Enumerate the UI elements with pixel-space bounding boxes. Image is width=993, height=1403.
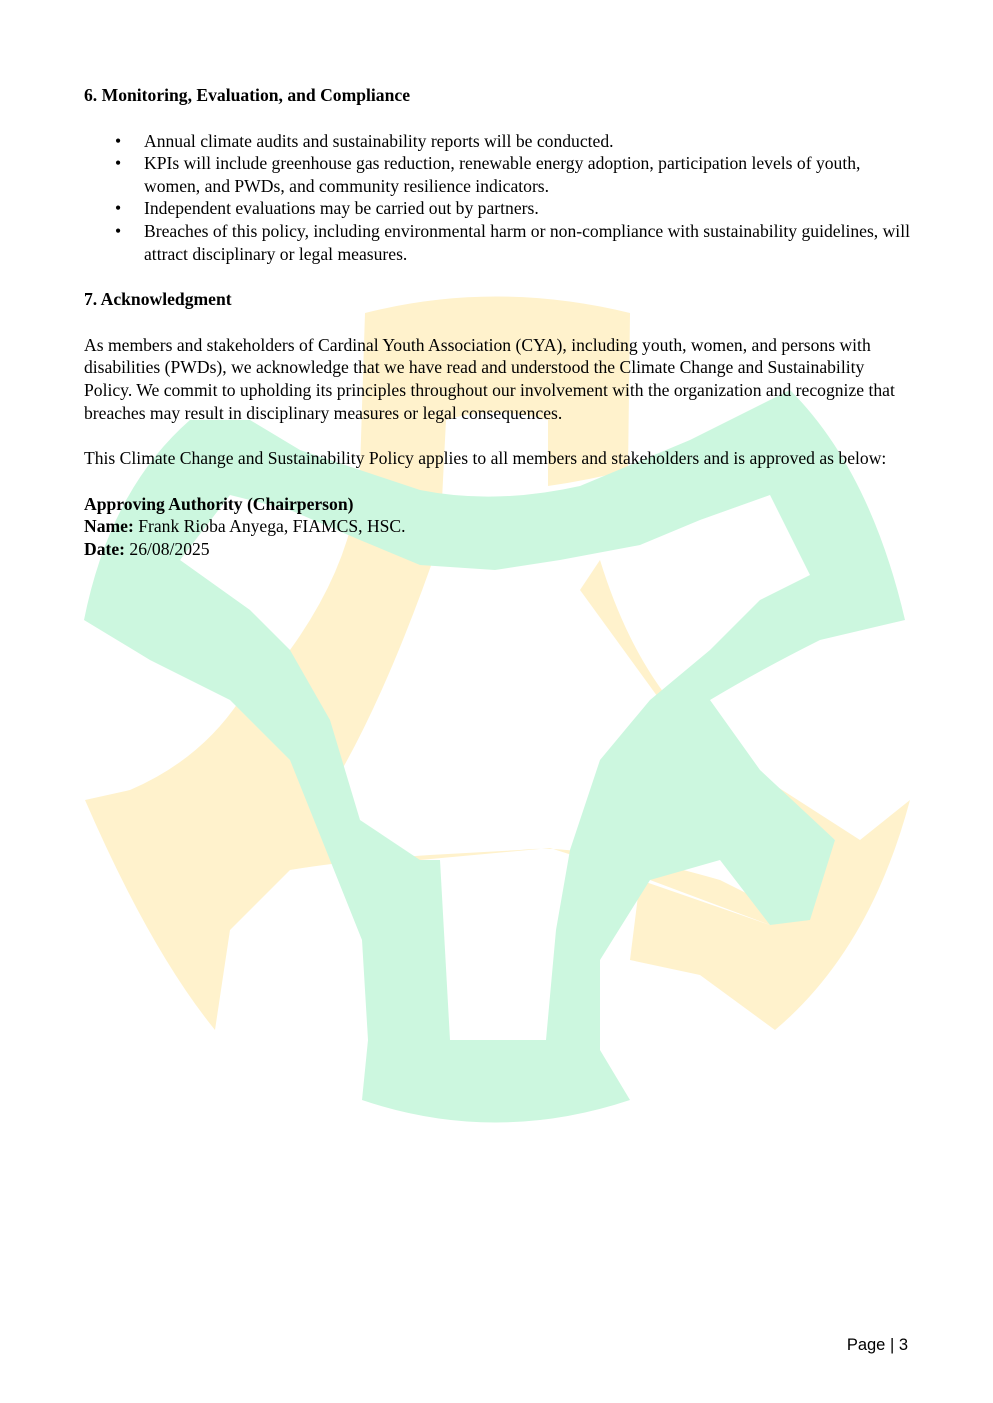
- name-value: Frank Rioba Anyega, FIAMCS, HSC.: [133, 516, 406, 537]
- name-label: Name:: [84, 516, 134, 537]
- list-item: • Breaches of this policy, including environmental harm or non-compliance with sustainability guidelines, will attract disciplinary or legal measures.: [144, 220, 910, 265]
- page-content: [84, 84, 910, 561]
- section-heading-monitoring: 6. Monitoring, Evaluation, and Compliance: [84, 85, 411, 105]
- list-item: • KPIs will include greenhouse gas reduction, renewable energy adoption, participation levels of youth, women, and PWDs, and community resilience indicators.: [144, 152, 910, 197]
- approval-block: [84, 493, 910, 561]
- date-label: Date:: [84, 538, 126, 559]
- monitoring-bullet-list: [84, 130, 910, 266]
- approval-name-line: [84, 515, 910, 538]
- approval-title: Approving Authority (Chairperson): [84, 493, 354, 514]
- page-number: Page | 3: [846, 1336, 908, 1354]
- list-item: • Independent evaluations may be carried out by partners.: [144, 197, 910, 220]
- approval-date-line: [84, 538, 910, 561]
- list-item: • Annual climate audits and sustainability reports will be conducted.: [144, 130, 910, 153]
- date-value: 26/08/2025: [125, 538, 210, 559]
- approval-statement-paragraph: This Climate Change and Sustainability Policy applies to all members and stakeholders and is approved as below:: [84, 448, 887, 469]
- section-heading-acknowledgment: 7. Acknowledgment: [84, 289, 232, 310]
- acknowledgment-paragraph: As members and stakeholders of Cardinal Youth Association (CYA), including youth, women, and persons with disabilities (PWDs), we acknowledge that we have read and understood the Climate Change and Sustainability Policy. We commit to upholding its principles throughout our involvement with the organization and recognize that breaches may result in disciplinary measures or legal consequences.: [84, 334, 895, 423]
